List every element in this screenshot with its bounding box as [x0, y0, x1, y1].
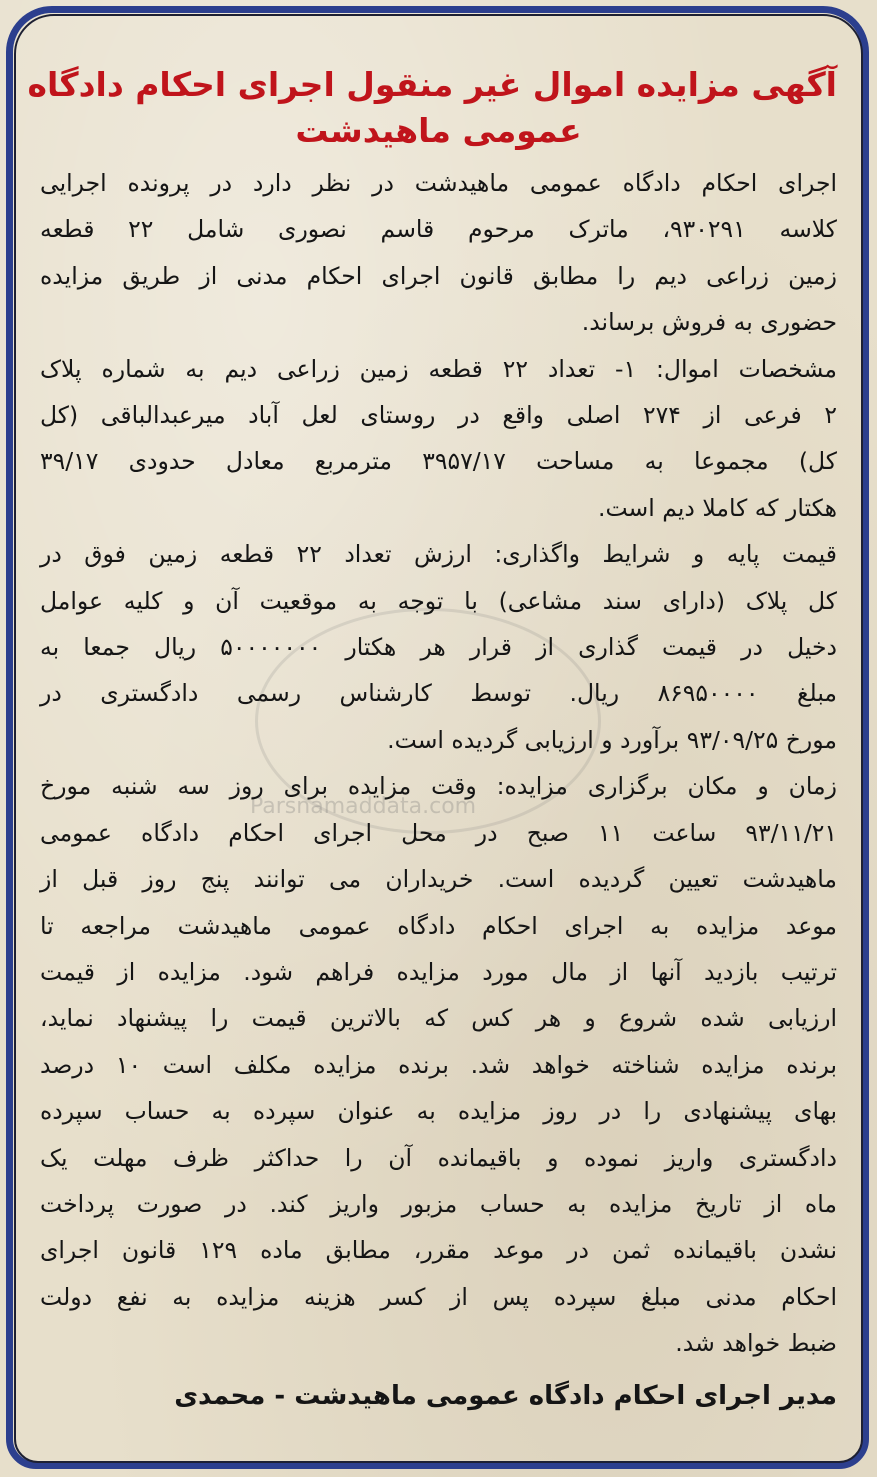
body-line: موعد مزایده به اجرای احکام دادگاه عمومی ماهیدشت مراجعه تا	[40, 911, 837, 940]
body-line: ۲ فرعی از ۲۷۴ اصلی واقع در روستای لعل آباد میرعبدالباقی (کل	[40, 401, 837, 430]
notice-title	[27, 62, 837, 154]
auction-time-place-line: زمان و مکان برگزاری مزایده: وقت مزایده برای روز سه شنبه مورخ	[40, 772, 837, 801]
body-line: کل) مجموعا به مساحت ۳۹۵۷/۱۷ مترمربع معادل حدودی ۳۹/۱۷	[40, 447, 837, 476]
body-line: زمین زراعی دیم را مطابق قانون اجرای احکام مدنی از طریق مزایده	[40, 261, 837, 290]
body-line: اجرای احکام دادگاه عمومی ماهیدشت در نظر دارد در پرونده اجرایی	[40, 169, 837, 197]
body-line: ماهیدشت تعیین گردیده است. خریداران می توانند پنج روز قبل از	[40, 865, 837, 894]
body-line: ماه از تاریخ مزایده به حساب مزبور واریز کند. در صورت پرداخت	[40, 1189, 837, 1218]
body-line: برنده مزایده شناخته خواهد شد. برنده مزایده مکلف است ۱۰ درصد	[40, 1050, 837, 1079]
body-line: مبلغ ۸۶۹۵۰۰۰۰ ریال. توسط کارشناس رسمی دادگستری در	[40, 679, 837, 708]
notice-title-line-1: آگهی مزایده اموال غیر منقول اجرای احکام دادگاه	[27, 65, 837, 104]
body-line: نشدن باقیمانده ثمن در موعد مقرر، مطابق ماده ۱۲۹ قانون اجرای	[40, 1236, 838, 1265]
body-line: ۹۳/۱۱/۲۱ ساعت ۱۱ صبح در محل اجرای احکام دادگاه عمومی	[40, 818, 837, 847]
body-line: ضبط خواهد شد.	[675, 1329, 837, 1358]
notice-signature: مدیر اجرای احکام دادگاه عمومی ماهیدشت - محمدی	[174, 1380, 837, 1411]
body-line: مورخ ۹۳/۰۹/۲۵ برآورد و ارزیابی گردیده است.	[387, 725, 837, 754]
body-line: حضوری به فروش برساند.	[581, 308, 837, 337]
body-line: ترتیب بازدید آنها از مال مورد مزایده فراهم شود. مزایده از قیمت	[40, 957, 837, 986]
auction-notice	[27, 62, 838, 1457]
body-line: دخیل در قیمت گذاری از قرار هر هکتار ۵۰۰۰۰۰۰۰ ریال جمعا به	[40, 633, 837, 662]
body-line: کلاسه ۹۳۰۲۹۱، ماترک مرحوم قاسم نصوری شامل ۲۲ قطعه	[40, 215, 837, 244]
website-watermark: Parsnamaddata.com	[250, 794, 477, 819]
notice-body	[40, 160, 837, 1367]
body-line: ارزیابی شده شروع و هر کس که بالاترین قیمت را پیشنهاد نماید،	[40, 1004, 837, 1033]
base-price-line: قیمت پایه و شرایط واگذاری: ارزش تعداد ۲۲ قطعه زمین فوق در	[40, 540, 837, 569]
notice-title-line-2: عمومی ماهیدشت	[295, 111, 582, 150]
body-line: بهای پیشنهادی را در روز مزایده به عنوان سپرده به حساب سپرده	[40, 1097, 837, 1126]
body-line: دادگستری واریز نموده و باقیمانده آن را حداکثر ظرف مهلت یک	[40, 1143, 837, 1172]
body-line: کل پلاک (دارای سند مشاعی) با توجه به موقعیت آن و کلیه عوامل	[40, 586, 837, 615]
property-specs-line: مشخصات اموال: ۱- تعداد ۲۲ قطعه زمین زراعی دیم به شماره پلاک	[40, 354, 837, 383]
body-line: هکتار که کاملا دیم است.	[597, 493, 837, 522]
body-line: احکام مدنی مبلغ سپرده پس از کسر هزینه مزایده به نفع دولت	[40, 1282, 837, 1311]
